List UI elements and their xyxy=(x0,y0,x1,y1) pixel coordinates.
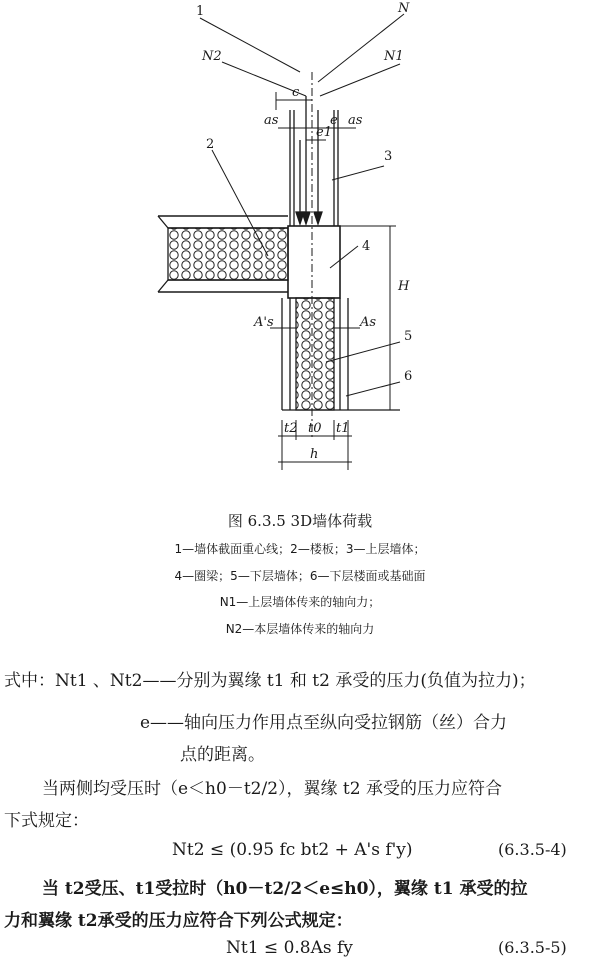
ring-beam xyxy=(288,226,340,298)
text-line-6: 当 t2受压、t1受拉时（h0－t2/2＜e≤h0），翼缘 t1 承受的拉 xyxy=(42,879,528,899)
lower-wall xyxy=(296,298,334,410)
label-t2: t2 xyxy=(284,421,298,436)
text-line-7: 力和翼缘 t2承受的压力应符合下列公式规定： xyxy=(4,911,353,931)
caption-legend-line-4: N2—本层墙体传来的轴向力 xyxy=(225,622,375,636)
text-line-2: e——轴向压力作用点至纵向受拉钢筋（丝）合力 xyxy=(140,713,508,733)
label-e: e xyxy=(330,113,338,128)
label-t1: t1 xyxy=(336,421,350,436)
label-As: As xyxy=(360,315,377,330)
label-e1: e1 xyxy=(316,125,332,140)
label-c: c xyxy=(292,85,300,100)
text-line-5: 下式规定： xyxy=(4,811,89,831)
figure-caption-title: 图 6.3.5 3D墙体荷载 xyxy=(227,512,373,530)
label-N1: N1 xyxy=(384,49,404,64)
label-as-right: as xyxy=(348,113,363,128)
equation-number-1: (6.3.5-4) xyxy=(498,840,567,859)
equation-6-3-5-4: Nt2 ≤ (0.95 fc bt2 + A's f'y) xyxy=(172,840,413,860)
label-N2: N2 xyxy=(202,49,222,64)
label-as-left: as xyxy=(264,113,279,128)
label-2: 2 xyxy=(206,137,215,152)
label-4: 4 xyxy=(362,239,371,254)
text-line-4: 当两侧均受压时（e＜h0－t2/2），翼缘 t2 承受的压力应符合 xyxy=(42,779,502,799)
label-t0: t0 xyxy=(308,421,322,436)
label-5: 5 xyxy=(404,329,413,344)
label-H: H xyxy=(398,279,410,294)
caption-legend-line-1: 1—墙体截面重心线；2—楼板；3—上层墙体； xyxy=(174,542,426,556)
label-6: 6 xyxy=(404,369,413,384)
floor-slab xyxy=(168,228,288,280)
text-line-1: 式中：Nt1 、Nt2——分别为翼缘 t1 和 t2 承受的压力(负值为拉力)； xyxy=(4,671,536,691)
label-N: N xyxy=(398,1,410,16)
label-As-prime: A's xyxy=(254,315,274,330)
label-3: 3 xyxy=(384,149,393,164)
label-h: h xyxy=(310,447,319,462)
caption-legend-line-2: 4—圈梁；5—下层墙体；6—下层楼面或基础面 xyxy=(174,569,426,583)
label-1: 1 xyxy=(196,4,205,19)
text-line-3: 点的距离。 xyxy=(180,745,265,765)
caption-legend-line-3: N1—上层墙体传来的轴向力； xyxy=(219,595,381,609)
equation-6-3-5-5: Nt1 ≤ 0.8As fy xyxy=(226,938,353,958)
equation-number-2: (6.3.5-5) xyxy=(498,938,567,957)
